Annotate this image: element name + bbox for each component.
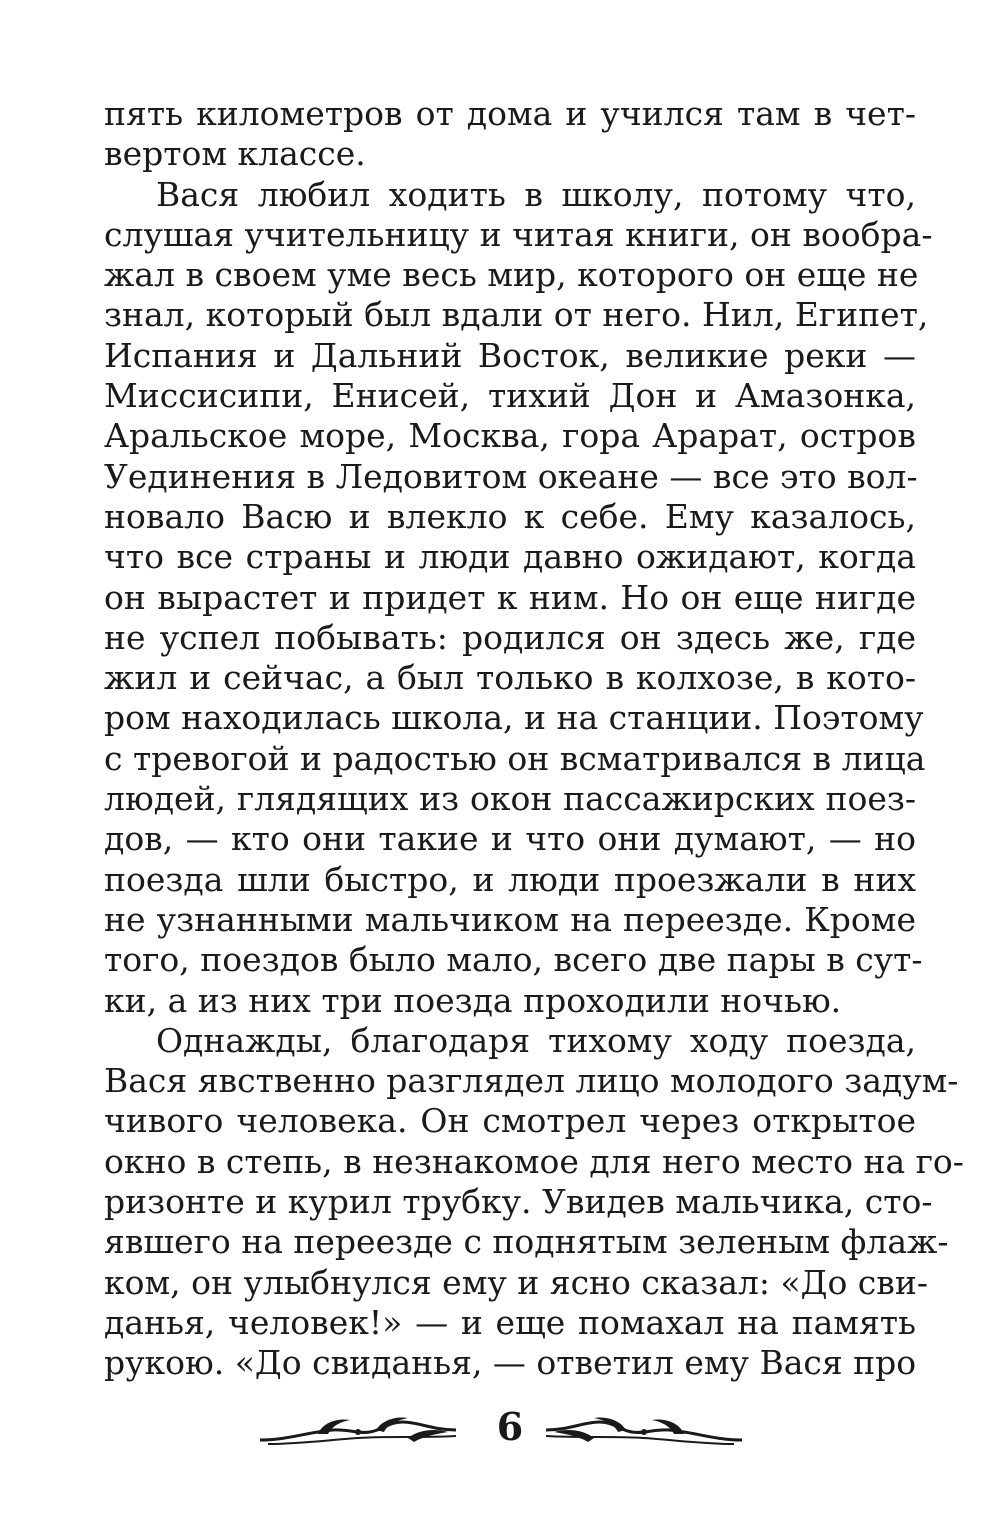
page-number: 6: [496, 1404, 524, 1449]
right-flourish-icon: [544, 1410, 744, 1450]
text-line: жил и сейчас, а был только в колхозе, в кото-: [104, 658, 916, 698]
text-line: чивого человека. Он смотрел через открытое: [104, 1101, 916, 1141]
text-line: вертом классе.: [104, 134, 366, 174]
text-line: Миссисипи, Енисей, тихий Дон и Амазонка,: [104, 376, 916, 416]
paragraph-start-line: Однажды, благодаря тихому ходу поезда,: [156, 1020, 916, 1060]
text-line: поезда шли быстро, и люди проезжали в них: [104, 859, 916, 899]
text-line: жал в своем уме весь мир, которого он еще не: [104, 255, 919, 295]
body-text: [104, 94, 964, 1384]
text-line: не успел побывать: родился он здесь же, где: [104, 617, 916, 657]
text-line: ром находилась школа, и на станции. Поэтому: [104, 698, 924, 738]
text-line: с тревогой и радостью он всматривался в лица: [104, 738, 926, 778]
text-line: дов, — кто они такие и что они думают, — но: [104, 819, 916, 859]
text-line: Уединения в Ледовитом океане — все это вол-: [104, 456, 918, 496]
text-line: новало Васю и влекло к себе. Ему казалось,: [104, 496, 916, 536]
text-line: рукою. «До свиданья, — ответил ему Вася про: [104, 1343, 917, 1383]
left-flourish-icon: [258, 1410, 458, 1450]
text-line: окно в степь, в незнакомое для него место на го-: [104, 1141, 964, 1181]
text-line: ком, он улыбнулся ему и ясно сказал: «До сви-: [104, 1262, 929, 1302]
text-line: Аральское море, Москва, гора Арарат, остров: [104, 416, 916, 456]
text-line: Испания и Дальний Восток, великие реки —: [104, 335, 916, 375]
page-footer: [0, 1398, 1000, 1468]
text-line: знал, который был вдали от него. Нил, Египет,: [104, 295, 929, 335]
text-line: данья, человек!» — и еще помахал на память: [104, 1302, 916, 1342]
text-line: пять километров от дома и учился там в чет-: [104, 94, 916, 133]
text-line: ки, а из них три поезда проходили ночью.: [104, 980, 842, 1020]
text-line: явшего на переезде с поднятым зеленым флаж-: [104, 1222, 949, 1262]
text-line: что все страны и люди давно ожидают, когда: [104, 537, 916, 577]
text-line: того, поездов было мало, всего две пары в сут-: [104, 940, 923, 980]
text-line: ризонте и курил трубку. Увидев мальчика, сто-: [104, 1182, 933, 1222]
text-line: слушая учительницу и читая книги, он вообра-: [104, 214, 933, 254]
text-line: людей, глядящих из окон пассажирских поез-: [104, 779, 916, 819]
text-line: он вырастет и придет к ним. Но он еще нигде: [104, 577, 916, 617]
text-line: Вася явственно разглядел лицо молодого задум-: [104, 1061, 959, 1101]
paragraph-start-line: Вася любил ходить в школу, потому что,: [156, 174, 916, 214]
text-line: не узнанными мальчиком на переезде. Кроме: [104, 899, 916, 939]
